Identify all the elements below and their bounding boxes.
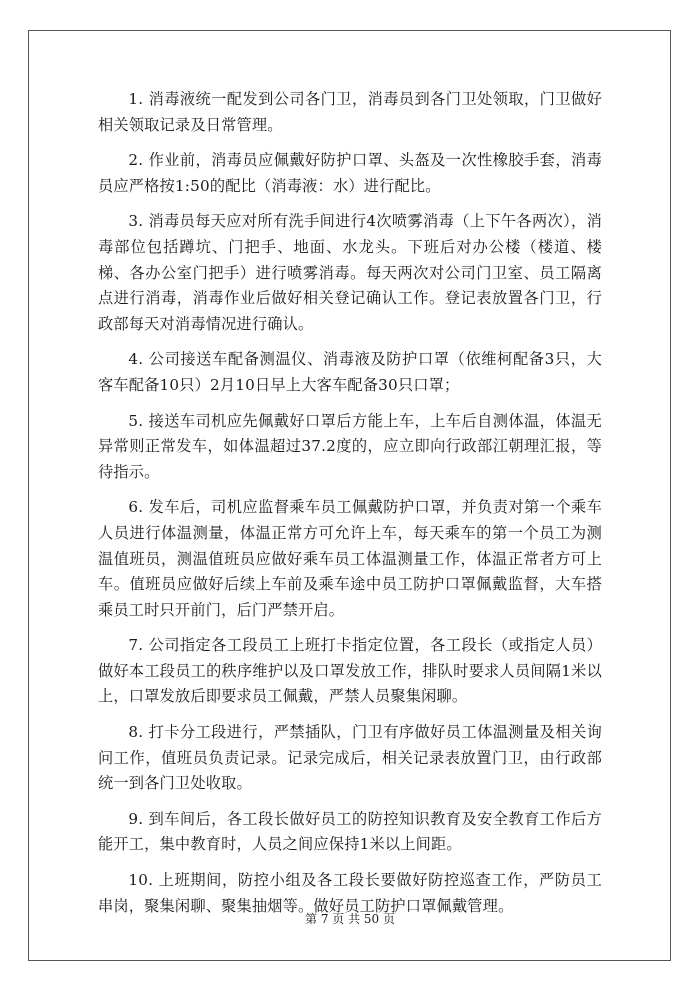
- document-body: [98, 87, 602, 929]
- paragraph-9: 9. 到车间后，各工段长做好员工的防控知识教育及安全教育工作后方能开工，集中教育时，人员之间应保持1米以上间距。: [98, 809, 602, 854]
- paragraph-4: 4. 公司接送车配备测温仪、消毒液及防护口罩（依维柯配备3只，大客车配备10只）2月10日早上大客车配备30只口罩；: [98, 350, 602, 394]
- paragraph-7: 7. 公司指定各工段员工上班打卡指定位置，各工段长（或指定人员）做好本工段员工的秩序维护以及口罩发放工作，排队时要求人员间隔1米以上，口罩发放后即要求员工佩戴，严禁人员聚集闲聊。: [98, 636, 602, 706]
- paragraph-5: 5. 接送车司机应先佩戴好口罩后方能上车，上车后自测体温，体温无异常则正常发车，如体温超过37.2度的，应立即向行政部江朝理汇报，等待指示。: [98, 411, 602, 481]
- paragraph-10: 10. 上班期间，防控小组及各工段长要做好防控巡查工作，严防员工串岗，聚集闲聊、聚集抽烟等。做好员工防护口罩佩戴管理。: [98, 871, 602, 915]
- paragraph-2: 2. 作业前，消毒员应佩戴好防护口罩、头盔及一次性橡胶手套，消毒员应严格按1:50的配比（消毒液：水）进行配比。: [98, 151, 602, 195]
- paragraph-1: 1. 消毒液统一配发到公司各门卫，消毒员到各门卫处领取，门卫做好相关领取记录及日常管理。: [98, 90, 602, 134]
- paragraph-6: 6. 发车后，司机应监督乘车员工佩戴防护口罩，并负责对第一个乘车人员进行体温测量，体温正常方可允许上车，每天乘车的第一个员工为测温值班员，测温值班员应做好乘车员工体温测量工作，体温正常者方可上车。值班员应做好后续上车前及乘车途中员工防护口罩佩戴监督，大车搭乘员工时只开前门，后门严禁开启。: [98, 498, 602, 619]
- page-number-footer: 第 7 页 共 50 页: [305, 912, 395, 926]
- paragraph-8: 8. 打卡分工段进行，严禁插队，门卫有序做好员工体温测量及相关询问工作，值班员负责记录。记录完成后，相关记录表放置门卫，由行政部统一到各门卫处收取。: [98, 723, 602, 793]
- paragraph-3: 3. 消毒员每天应对所有洗手间进行4次喷雾消毒（上下午各两次），消毒部位包括蹲坑、门把手、地面、水龙头。下班后对办公楼（楼道、楼梯、各办公室门把手）进行喷雾消毒。每天两次对公司门卫室、员工隔离点进行消毒，消毒作业后做好相关登记确认工作。登记表放置各门卫，行政部每天对消毒情况进行确认。: [98, 212, 602, 333]
